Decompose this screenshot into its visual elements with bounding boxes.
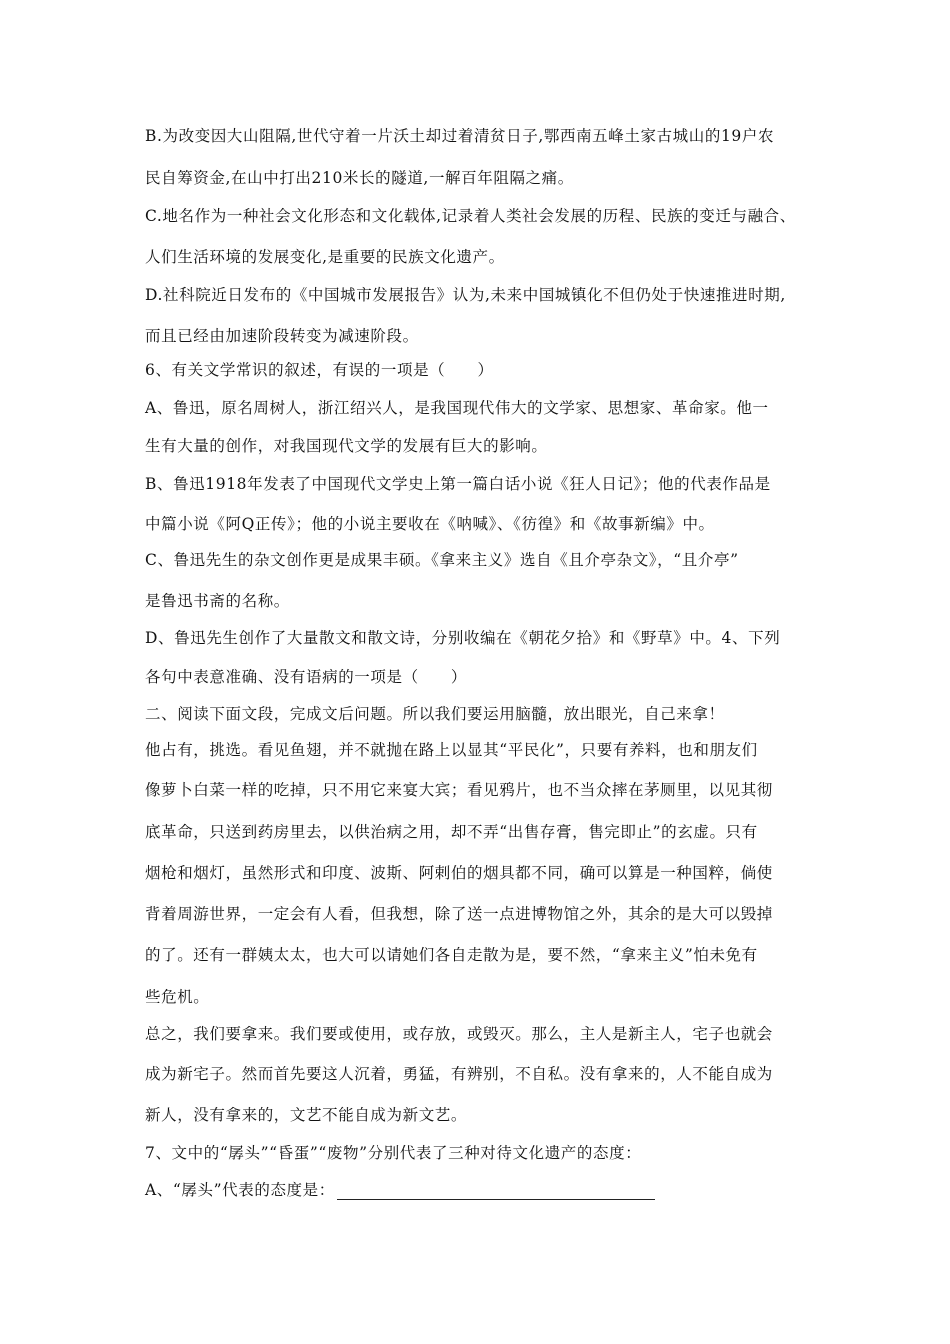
option-b-line-1: B.为改变因大山阻隔,世代守着一片沃土却过着清贫日子,鄂西南五峰土家古城山的19户农 [145,127,775,145]
passage-line-1: 他占有，挑选。看见鱼翅，并不就抛在路上以显其“平民化”，只要有养料，也和朋友们 [145,741,758,759]
option-d-line-1: D.社科院近日发布的《中国城市发展报告》认为,未来中国城镇化不但仍处于快速推进时期, [145,286,786,304]
option-c-line-1: C.地名作为一种社会文化形态和文化载体,记录着人类社会发展的历程、民族的变迁与融合、 [145,207,796,225]
answer-blank[interactable] [337,1183,655,1200]
q7-option-a [145,1180,835,1200]
q6-option-c-line-1: C、鲁迅先生的杂文创作更是成果丰硕。《拿来主义》选自《且介亭杂文》，“且介亭” [145,551,739,569]
passage-line-6: 的了。还有一群姨太太，也大可以请她们各自走散为是，要不然，“拿来主义”怕未免有 [145,946,758,964]
passage-line-8: 总之，我们要拿来。我们要或使用，或存放，或毁灭。那么，主人是新主人，宅子也就会 [145,1025,773,1043]
option-d-line-2: 而且已经由加速阶段转变为减速阶段。 [145,327,419,345]
passage-line-9: 成为新宅子。然而首先要这人沉着，勇猛，有辨别，不自私。没有拿来的，人不能自成为 [145,1065,773,1083]
question-6: 6、有关文学常识的叙述，有误的一项是（ ） [145,361,494,379]
passage-line-7: 些危机。 [145,988,210,1006]
option-b-line-2: 民自筹资金,在山中打出210米长的隧道,一解百年阻隔之痛。 [145,169,574,187]
passage-line-4: 烟枪和烟灯，虽然形式和印度、波斯、阿剌伯的烟具都不同，确可以算是一种国粹，倘使 [145,864,773,882]
q6-option-b-line-2: 中篇小说《阿Q正传》；他的小说主要收在《呐喊》、《彷徨》和《故事新编》中。 [145,515,715,533]
passage-line-3: 底革命，只送到药房里去，以供治病之用，却不弄“出售存膏，售完即止”的玄虚。只有 [145,823,758,841]
q7-option-a-label: A、“孱头”代表的态度是： [145,1181,335,1199]
q6-option-d-line-2: 各句中表意准确、没有语病的一项是（ ） [145,668,468,686]
section-2-heading: 二、阅读下面文段，完成文后问题。所以我们要运用脑髓，放出眼光，自己来拿！ [145,705,725,723]
q6-option-a-line-1: A、鲁迅，原名周树人，浙江绍兴人，是我国现代伟大的文学家、思想家、革命家。他一 [145,399,769,417]
q6-option-d-line-1: D、鲁迅先生创作了大量散文和散文诗，分别收编在《朝花夕拾》和《野草》中。4、下列 [145,629,781,647]
passage-line-10: 新人，没有拿来的，文艺不能自成为新文艺。 [145,1106,468,1124]
q6-option-c-line-2: 是鲁迅书斋的名称。 [145,592,290,610]
passage-line-2: 像萝卜白菜一样的吃掉，只不用它来宴大宾；看见鸦片，也不当众摔在茅厕里，以见其彻 [145,781,773,799]
question-7: 7、文中的“孱头”“昏蛋”“废物”分别代表了三种对待文化遗产的态度： [145,1144,642,1162]
option-c-line-2: 人们生活环境的发展变化,是重要的民族文化遗产。 [145,248,505,266]
passage-line-5: 背着周游世界，一定会有人看，但我想，除了送一点进博物馆之外，其余的是大可以毁掉 [145,905,773,923]
q6-option-b-line-1: B、鲁迅1918年发表了中国现代文学史上第一篇白话小说《狂人日记》；他的代表作品是 [145,475,771,493]
q6-option-a-line-2: 生有大量的创作，对我国现代文学的发展有巨大的影响。 [145,437,548,455]
